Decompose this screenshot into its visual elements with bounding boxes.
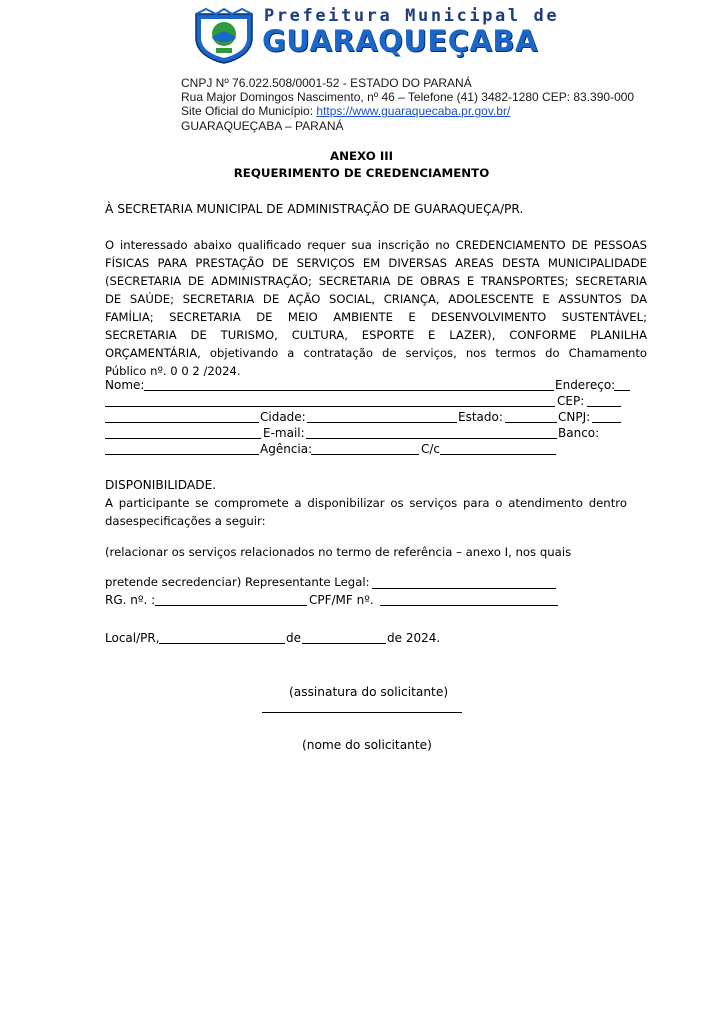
agencia-label: Agência: (260, 442, 313, 456)
paragraph-line: O interessado abaixo qualificado requer sua inscrição no CREDENCIAMENTO DE PESSOAS (105, 238, 647, 252)
solicitant-name-label: (nome do solicitante) (302, 738, 432, 752)
contact-block (181, 76, 634, 133)
cc-field[interactable] (440, 454, 556, 455)
cc-label: C/c (421, 442, 441, 456)
availability-heading: DISPONIBILIDADE. (105, 478, 217, 492)
month-field[interactable] (302, 643, 386, 644)
banco-label: Banco: (558, 426, 600, 440)
cnpj-label: CNPJ: (558, 410, 591, 424)
services-note-cont: pretende secredenciar) Representante Legal: (105, 575, 370, 589)
year-label: de 2024. (387, 631, 441, 645)
annex-title: ANEXO III (329, 149, 394, 163)
site-link[interactable]: https://www.guaraquecaba.pr.gov.br/ (316, 104, 511, 119)
paragraph-line: (SECRETARIA DE ADMINISTRAÇÃO; SECRETARIA DE OBRAS E TRANSPORTES; SECRETARIA (105, 274, 647, 288)
cpf-label: CPF/MF nº. (309, 593, 374, 607)
endereco-label: Endereço: (555, 378, 616, 392)
services-note: (relacionar os serviços relacionados no termo de referência – anexo I, nos quais (105, 545, 572, 559)
cpf-field[interactable] (380, 605, 558, 606)
cidade-field[interactable] (307, 422, 457, 423)
cnpj-field[interactable] (592, 422, 621, 423)
nome-label: Nome: (105, 378, 145, 392)
estado-field[interactable] (505, 422, 557, 423)
signature-line[interactable] (262, 712, 462, 713)
date-de-label: de (286, 631, 301, 645)
municipal-crest-icon (192, 8, 256, 64)
request-paragraph (105, 236, 647, 380)
availability-line1: A participante se compromete a disponibilizar os serviços para o atendimento dentro (105, 496, 627, 510)
rg-label: RG. nº. : (105, 593, 156, 607)
representante-field[interactable] (372, 588, 556, 589)
endereco-field[interactable] (614, 390, 630, 391)
org-name-line2: GUARAQUEÇABA (262, 24, 538, 58)
email-label: E-mail: (263, 426, 305, 440)
addressee-line: À SECRETARIA MUNICIPAL DE ADMINISTRAÇÃO DE GUARAQUEÇA/PR. (105, 202, 524, 216)
nome-field[interactable] (144, 390, 554, 391)
paragraph-line: FAMÍLIA; SECRETARIA DE MEIO AMBIENTE E DESENVOLVIMENTO SUSTENTÁVEL; (105, 310, 647, 324)
paragraph-line: SECRETARIA DE TURISMO, CULTURA, ESPORTE E LAZER), CONFORME PLANILHA (105, 328, 647, 342)
availability-line2: dasespecificações a seguir: (105, 514, 266, 528)
contact-city: GUARAQUEÇABA – PARANÁ (181, 118, 344, 133)
paragraph-line: ORÇAMENTÁRIA, objetivando a contratação de serviços, nos termos do Chamamento (105, 346, 647, 360)
cep-field[interactable] (587, 406, 621, 407)
email-field[interactable] (306, 438, 557, 439)
cnpj-field-cont[interactable] (105, 438, 261, 439)
contact-site-row (181, 104, 634, 118)
document-subtitle: REQUERIMENTO DE CREDENCIAMENTO (233, 166, 490, 180)
rg-field[interactable] (155, 605, 307, 606)
paragraph-line: FÍSICAS PARA PRESTAÇÃO DE SERVIÇOS EM DIVERSAS AREAS DESTA MUNICIPALIDADE (105, 256, 647, 270)
estado-label: Estado: (458, 410, 503, 424)
paragraph-line: DE SAÚDE; SECRETARIA DE AÇÃO SOCIAL, CRIANÇA, ADOLESCENTE E ASSUNTOS DA (105, 292, 647, 306)
org-name-line1: Prefeitura Municipal de (264, 6, 560, 26)
signature-label: (assinatura do solicitante) (289, 685, 449, 699)
local-label: Local/PR, (105, 631, 160, 645)
cep-label: CEP: (557, 394, 585, 408)
cidade-label: Cidade: (260, 410, 306, 424)
agencia-field[interactable] (311, 454, 419, 455)
local-field[interactable] (159, 643, 285, 644)
banco-field[interactable] (105, 454, 259, 455)
contact-cnpj: CNPJ Nº 76.022.508/0001-52 - ESTADO DO PARANÁ (181, 76, 472, 90)
contact-address: Rua Major Domingos Nascimento, nº 46 – Telefone (41) 3482-1280 CEP: 83.390-000 (181, 90, 635, 105)
contact-site-label: Site Oficial do Município: (181, 104, 317, 119)
paragraph-line: Público nº. 0 0 2 /2024. (105, 364, 241, 378)
address-field-cont2[interactable] (105, 422, 259, 423)
endereco-field-cont[interactable] (105, 406, 555, 407)
